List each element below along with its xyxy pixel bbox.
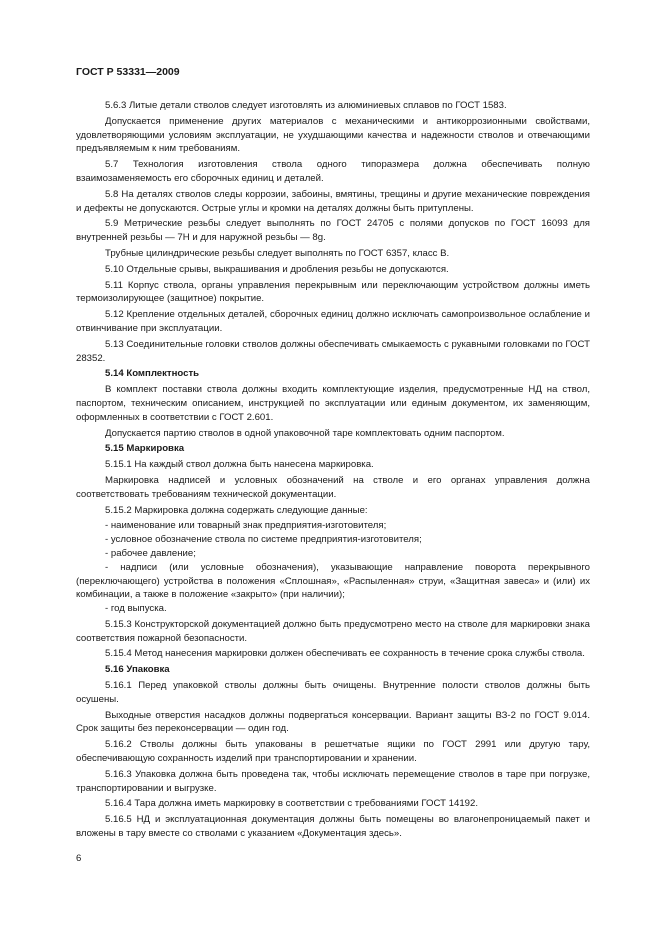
paragraph-5-11: 5.11 Корпус ствола, органы управления перекрывным или переключающим устройством должны иметь термоизолирующее (защитное) покрытие. <box>76 279 590 305</box>
paragraph-5-6-3: 5.6.3 Литые детали стволов следует изготовлять из алюминиевых сплавов по ГОСТ 1583. <box>105 100 507 111</box>
document-header: ГОСТ Р 53331—2009 <box>76 66 180 78</box>
list-item: - надписи (или условные обозначения), указывающие направление поворота перекрывного (переключающего) устройства в положения «Сплошная», «Распыленная» струи, «Защитная завеса» и (или) их комбинации, а также в положение «закрыто» (при наличии); <box>76 561 590 601</box>
paragraph-5-13: 5.13 Соединительные головки стволов должны обеспечивать смыкаемость с рукавными головками по ГОСТ 28352. <box>76 338 590 364</box>
paragraph-5-16-5: 5.16.5 НД и эксплуатационная документация должны быть помещены во влагонепроницаемый пакет и вложены в тару вместе со стволами с указанием «Документация здесь». <box>76 814 590 840</box>
document-body <box>76 99 590 843</box>
section-heading-5-15: 5.15 Маркировка <box>105 443 185 455</box>
paragraph-5-16-3: 5.16.3 Упаковка должна быть проведена так, чтобы исключать перемещение стволов в таре при погрузке, транспортировании и выгрузке. <box>76 768 590 794</box>
paragraph-5-15-1: 5.15.1 На каждый ствол должна быть нанесена маркировка. <box>105 459 374 471</box>
paragraph-5-7: 5.7 Технология изготовления ствола одного типоразмера должна обеспечивать полную взаимозаменяемость его сборочных единиц и деталей. <box>76 159 590 184</box>
paragraph-5-8: 5.8 На деталях стволов следы коррозии, забоины, вмятины, трещины и другие механические повреждения и дефекты не допускаются. Острые углы и кромки на деталях должны быть притуплены. <box>76 188 590 214</box>
paragraph-5-16-4: 5.16.4 Тара должна иметь маркировку в соответствии с требованиями ГОСТ 14192. <box>105 798 478 810</box>
paragraph-5-15-2: 5.15.2 Маркировка должна содержать следующие данные: <box>105 504 368 516</box>
paragraph-5-9: 5.9 Метрические резьбы следует выполнять по ГОСТ 24705 с полями допусков по ГОСТ 16093 для внутренней резьбы — 7Н и для наружной резьбы — 8g. <box>76 218 590 244</box>
list-item: - год выпуска. <box>105 603 167 615</box>
paragraph-5-15-4: 5.15.4 Метод нанесения маркировки должен обеспечивать ее сохранность в течение срока службы ствола. <box>105 648 585 660</box>
paragraph-marking-docs: Маркировка надписей и условных обозначений на стволе и его органах управления должна соответствовать требованиям технической документации. <box>76 474 590 500</box>
paragraph-5-16-2: 5.16.2 Стволы должны быть упакованы в решетчатые ящики по ГОСТ 2991 или другую тару, обеспечивающую сохранность изделий при транспортировании и хранении. <box>76 739 590 765</box>
paragraph-5-12: 5.12 Крепление отдельных деталей, сборочных единиц должно исключать самопроизвольное ослабление и отвинчивание при эксплуатации. <box>76 309 590 334</box>
paragraph-batch-passport: Допускается партию стволов в одной упаковочной таре комплектовать одним паспортом. <box>105 427 505 439</box>
list-item: - наименование или товарный знак предприятия-изготовителя; <box>105 520 387 532</box>
paragraph-5-16-1: 5.16.1 Перед упаковкой стволы должны быть очищены. Внутренние полости стволов должны быть осушены. <box>76 680 590 705</box>
paragraph-completeness: В комплект поставки ствола должны входить комплектующие изделия, предусмотренные НД на ствол, паспортом, техническим описанием, инструкцией по эксплуатации или единым документом, их заменяющим, оформленных в соответствии с ГОСТ 2.601. <box>76 384 590 423</box>
list-item: - рабочее давление; <box>105 547 196 559</box>
paragraph-pipe-threads: Трубные цилиндрические резьбы следует выполнять по ГОСТ 6357, класс В. <box>105 247 450 259</box>
paragraph-5-10: 5.10 Отдельные срывы, выкрашивания и дробления резьбы не допускаются. <box>105 263 449 275</box>
paragraph-5-15-3: 5.15.3 Конструкторской документацией должно быть предусмотрено место на стволе для маркировки знака соответствия пожарной безопасности. <box>76 618 590 644</box>
paragraph-conservation: Выходные отверстия насадков должны подвергаться консервации. Вариант защиты ВЗ-2 по ГОСТ 9.014. Срок защиты без переконсервации — один год. <box>76 709 590 735</box>
section-heading-5-16: 5.16 Упаковка <box>105 664 170 676</box>
page-number: 6 <box>76 853 82 864</box>
section-heading-5-14: 5.14 Комплектность <box>105 368 200 380</box>
paragraph-materials: Допускается применение других материалов с механическими и антикоррозионными свойствами, удовлетворяющими условиям эксплуатации, не ухудшающими качества и надежности стволов и отвечающими предъявляемым к ним требованиям. <box>76 115 590 155</box>
list-item: - условное обозначение ствола по системе предприятия-изготовителя; <box>105 534 422 546</box>
